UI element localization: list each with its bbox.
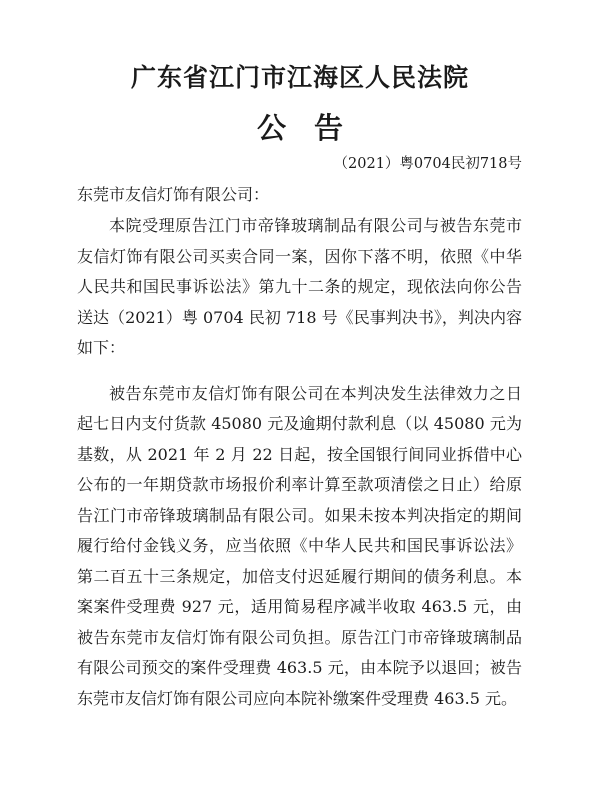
body-paragraph-service: 本院受理原告江门市帝锋玻璃制品有限公司与被告东莞市友信灯饰有限公司买卖合同一案，因你下落不明，依照《中华人民共和国民事诉讼法》第九十二条的规定，现依法向你公告送达（2021）粤 0704 民初 718 号《民事判决书》，判决内容如下：	[77, 216, 522, 357]
addressee: 东莞市友信灯饰有限公司：	[77, 185, 270, 204]
case-number: （2021）粤0704民初718号	[333, 156, 522, 172]
document-type-heading: 公告	[256, 111, 371, 145]
notice-body	[77, 211, 522, 729]
court-name-heading: 广东省江门市江海区人民法院	[130, 63, 469, 92]
body-paragraph-judgment: 被告东莞市友信灯饰有限公司在本判决发生法律效力之日起七日内支付货款 45080 元及逾期付款利息（以 45080 元为基数，从 2021 年 2 月 22 日起，按全国银行间同业拆借中心公布的一年期贷款市场报价利率计算至款项清偿之日止）给原告江门市帝锋玻璃制品有限公司。如果未按本判决指定的期间履行给付金钱义务，应当依照《中华人民共和国民事诉讼法》第二百五十三条规定，加倍支付迟延履行期间的债务利息。本案案件受理费 927 元，适用简易程序减半收取 463.5 元，由被告东莞市友信灯饰有限公司负担。原告江门市帝锋玻璃制品有限公司预交的案件受理费 463.5 元，由本院予以退回；被告东莞市友信灯饰有限公司应向本院补缴案件受理费 463.5 元。	[77, 383, 522, 708]
